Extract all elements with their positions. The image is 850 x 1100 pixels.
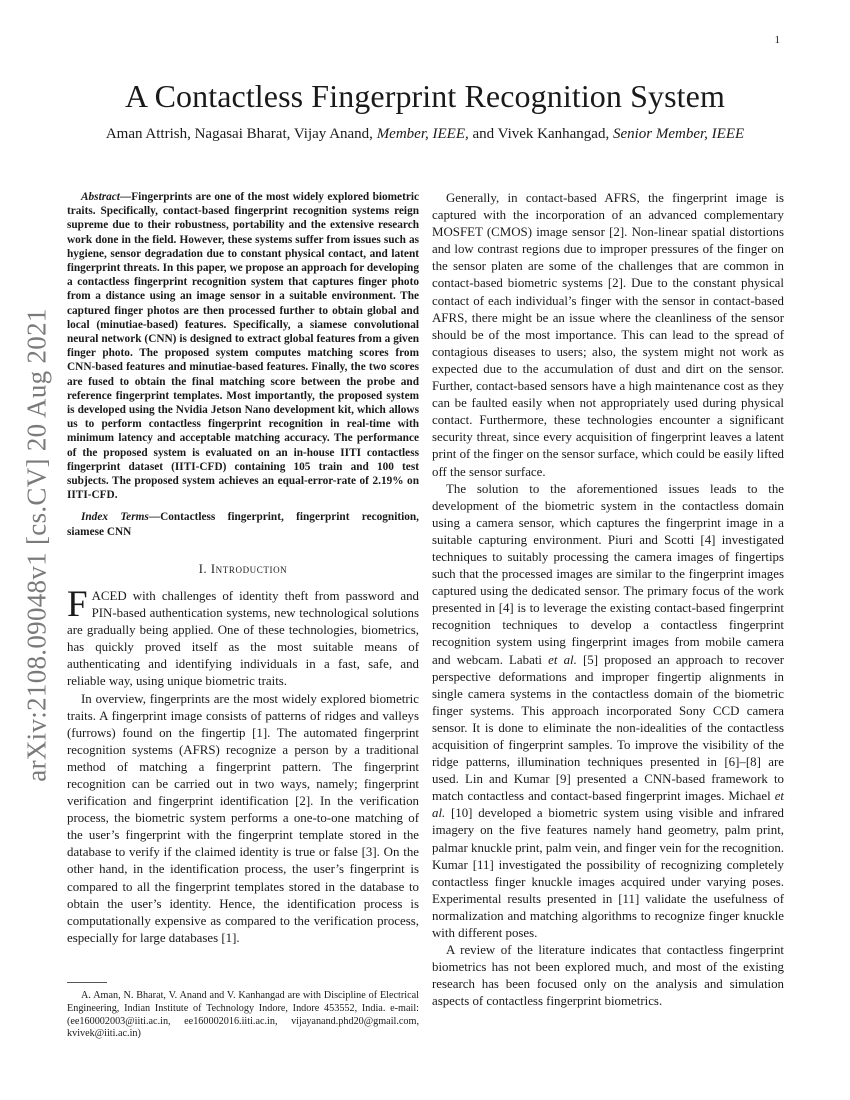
author-role-1: Member, IEEE,	[376, 126, 469, 142]
right-paragraph-2	[432, 481, 784, 943]
right-paragraph-2-part-c: [10] developed a biometric system using visible and infrared imagery on the five features namely hand geometry, palm print, palmar knuckle print, palm vein, and finger vein for the recognition. Kumar [11] investigated the possibility of recognizing completely contactless finger knuckle images acquired under varying poses. Experimental results presented in [11] validate the usefulness of normalization and matching algorithms to recognize finger knuckle with different poses.	[432, 806, 784, 941]
left-column	[67, 190, 419, 947]
author-line	[70, 126, 780, 143]
right-paragraph-2-part-a: The solution to the aforementioned issues leads to the development of the biometric system in the contactless domain using a camera sensor, which captures the fingerprint image in a suitable capturing environment. Piuri and Scotti [4] investigated techniques to suitably processing the camera images of fingertips such that the processed images are similar to the fingerprint images captured using the dedicated sensor. The primary focus of the work presented in [4] is to leverage the existing contact-based fingerprint recognition techniques to develop a contactless fingerprint recognition system using fingerprint images from mobile camera and webcam. Labati	[432, 481, 784, 667]
paper-title: A Contactless Fingerprint Recognition System	[125, 78, 725, 114]
index-terms	[67, 510, 419, 538]
footnote-rule	[67, 982, 107, 983]
et-al-2: et al.	[432, 789, 784, 821]
abstract-lead: Abstract	[81, 191, 120, 203]
right-paragraph-3: A review of the literature indicates that contactless fingerprint biometrics has not been explored much, and most of the existing research has been focused only on the analysis and simulation aspects of contactless fingerprint biometrics.	[432, 943, 784, 1009]
page-number: 1	[774, 34, 780, 46]
section-numeral: I.	[198, 561, 211, 576]
author-names-2: and Vivek Kanhangad,	[468, 126, 613, 142]
author-affiliation-footnote: A. Aman, N. Bharat, V. Anand and V. Kanhangad are with Discipline of Electrical Engineering, Indian Institute of Technology Indore, Indore 453552, India. e-mail:(ee160002003@iiti.ac.in, ee160002016.iiti.ac.in, vijayanand.phd20@gmail.com, kvivek@iiti.ac.in)	[67, 990, 419, 1040]
abstract	[67, 190, 419, 502]
index-terms-text: —Contactless fingerprint, fingerprint recognition, siamese CNN	[67, 511, 419, 538]
et-al-1: et al.	[548, 652, 577, 667]
intro-paragraph-2: In overview, fingerprints are the most widely explored biometric traits. A fingerprint image consists of patterns of ridges and valleys (furrows) found on the fingertip [1]. The automated fingerprint recognition systems (AFRS) recognize a person by a traditional method of matching a fingerprint pattern. The fingerprint recognition can be carried out in two ways, namely; fingerprint verification and fingerprint identification [2]. In the verification process, the biometric system performs a one-to-one matching of the user’s fingerprint with the fingerprint template stored in the database to verify if the claimed identity is true or false [3]. On the other hand, in the identification process, the user’s fingerprint is compared to all the fingerprint templates stored in the database to obtain the user’s identity. Hence, the identification process is computationally expensive as compared to the verification process, especially for large databases [1].	[67, 691, 419, 945]
author-names-1: Aman Attrish, Nagasai Bharat, Vijay Anand,	[105, 126, 377, 142]
right-paragraph-2-part-b: [5] proposed an approach to recover perspective deformations and improper fingertip alignments in single camera systems in the contactless domain of the biometric finger systems. This approach incorporated Sony CCD camera sensor. It is done to eliminate the non-idealities of the contactless acquisition of fingerprint samples. To improve the visibility of the ridge patterns, illumination techniques presented in [6]–[8] are used. Lin and Kumar [9] presented a CNN-based framework to match contactless and contact-based fingerprint images. Michael	[432, 652, 785, 804]
index-terms-lead: Index Terms	[81, 511, 149, 524]
drop-cap: F	[67, 583, 88, 625]
section-title: Introduction	[210, 561, 288, 576]
section-heading-introduction	[67, 561, 419, 578]
intro-paragraph-1	[67, 583, 419, 691]
intro-paragraph-1-text: ACED with challenges of identity theft from password and PIN-based authentication systems, new technological solutions are gradually being applied. One of these technologies, biometrics, has quickly proved itself as the most suitable means of authenticating and identifying individuals in a fast, safe, and reliable way, using unique biometric traits.	[67, 588, 419, 689]
right-column	[432, 190, 784, 1011]
abstract-text: —Fingerprints are one of the most widely explored biometric traits. Specifically, contact-based fingerprint recognition systems reign supreme due to their robustness, portability and the extensive research work done in the field. However, these systems suffer from issues such as hygiene, sensor degradation due to constant physical contact, and latent fingerprint threats. In this paper, we propose an approach for developing a contactless fingerprint recognition system that captures finger photo from a distance using an image sensor in a suitable environment. The captured finger photos are then processed further to obtain global and local (minutiae-based) features. Specifically, a siamese convolutional neural network (CNN) is designed to extract global features from a given finger photo. The proposed system computes matching scores from CNN-based features and minutiae-based features. Finally, the two scores are fused to obtain the final matching score between the probe and reference fingerprint templates. Most importantly, the proposed system is developed using the Nvidia Jetson Nano development kit, which allows us to perform contactless fingerprint recognition in real-time with minimum latency and acceptable matching accuracy. The performance of the proposed system is evaluated on an in-house IITI contactless fingerprint dataset (IITI-CFD) containing 105 train and 100 test subjects. The proposed system achieves an equal-error-rate of 2.19% on IITI-CFD.	[67, 191, 419, 502]
arxiv-identifier: arXiv:2108.09048v1 [cs.CV] 20 Aug 2021	[21, 308, 52, 782]
right-paragraph-1: Generally, in contact-based AFRS, the fingerprint image is captured with the incorporation of an advanced complementary MOSFET (CMOS) image sensor [2]. Non-linear spatial distortions and low contrast regions due to improper pressures of the finger on the sensor platen are some of the challenges that are common in contact-based biometric systems [2]. Due to the constant physical contact of each individual’s finger with the sensor in contact-based AFRS, there might be an issue where the cleanliness of the sensor should be of the most importance. This can lead to the spread of contagious diseases to users; also, the system might not work as expected due to the accumulation of dust and dirt on the sensor. Further, contact-based sensors have a high maintenance cost as they can be faulted easily when not appropriately used during physical contact. Furthermore, these technologies encounter a significant security threat, since every acquisition of fingerprint leaves a latent print of the finger on the sensor surface, which could be easily lifted off the sensor surface.	[432, 191, 784, 479]
arxiv-stamp	[22, 285, 52, 805]
author-role-2: Senior Member, IEEE	[612, 126, 745, 142]
